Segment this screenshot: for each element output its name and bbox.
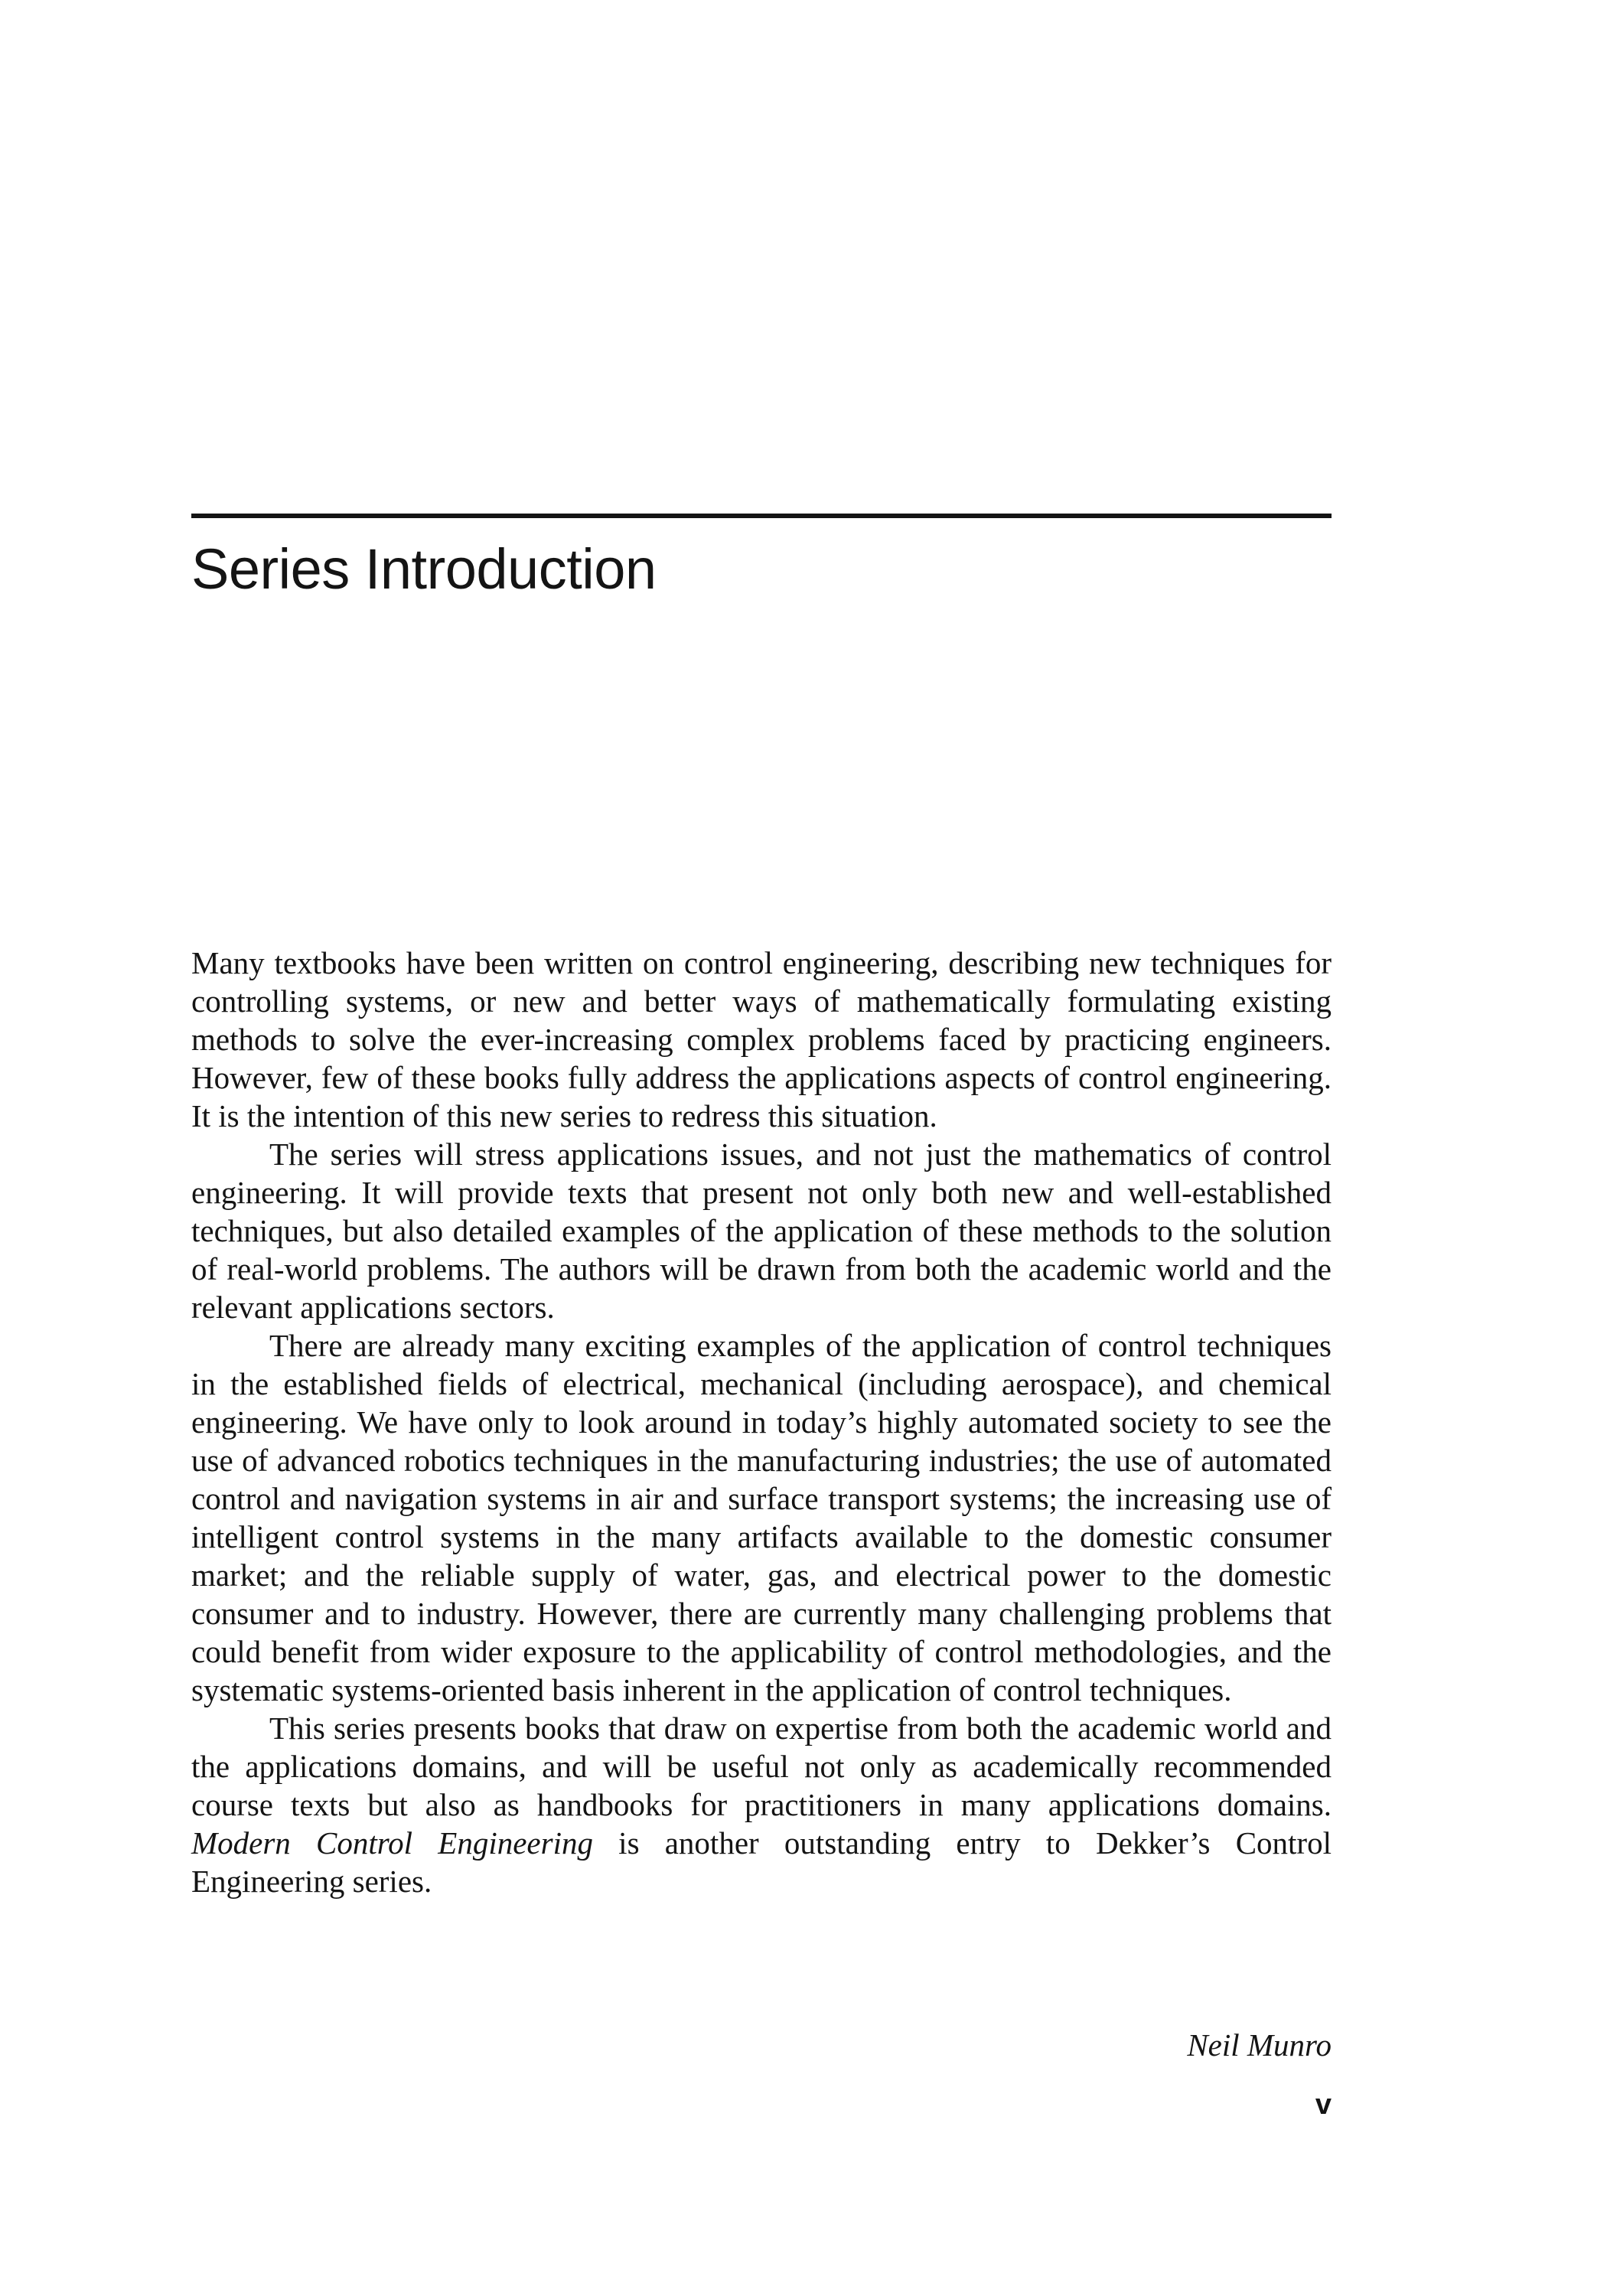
paragraph: Many textbooks have been written on control engineering, describing new techniques for controlling systems, or new and better ways of mathematically formulating existing methods to solve the ever-increasing complex problems faced by practicing engineers. However, few of these books fully address the applications aspects of control engineering. It is the intention of this new series to redress this situation. <box>191 945 1332 1133</box>
paragraph: The series will stress applications issues, and not just the mathematics of control engineering. It will provide texts that present not only both new and well-established techniques, but also detailed examples of the application of these methods to the solution of real-world problems. The authors will be drawn from both the academic world and the relevant applications sectors. <box>191 1137 1332 1325</box>
chapter-title: Series Introduction <box>191 537 657 601</box>
body-text <box>191 944 1332 1900</box>
author-signature: Neil Munro <box>1187 2027 1332 2063</box>
title-rule <box>191 514 1332 518</box>
book-title-italic: Modern Control Engineering <box>191 1825 593 1861</box>
paragraph: There are already many exciting examples of the application of control techniques in the established fields of electrical, mechanical (including aerospace), and chemical engineering. We have only to look around in today’s highly automated society to see the use of advanced robotics techniques in the manufacturing industries; the use of automated control and navigation systems in air and surface transport systems; the increasing use of intelligent control systems in the many artifacts available to the domestic consumer market; and the reliable supply of water, gas, and electrical power to the domestic consumer and to industry. However, there are currently many challenging problems that could benefit from wider exposure to the applicability of control methodologies, and the systematic systems-oriented basis inherent in the application of control techniques. <box>191 1328 1332 1707</box>
paragraph <box>191 1709 1332 1900</box>
page-number: v <box>1315 2089 1332 2121</box>
paragraph-text-before: This series presents books that draw on expertise from both the academic world and the applications domains, and will be useful not only as academically recommended course texts but also as handbooks for practitioners in many applications domains. <box>191 1711 1332 1822</box>
paragraph-text-after: is another outstanding entry to Dekker’s Control Engineering series. <box>191 1825 1332 1899</box>
